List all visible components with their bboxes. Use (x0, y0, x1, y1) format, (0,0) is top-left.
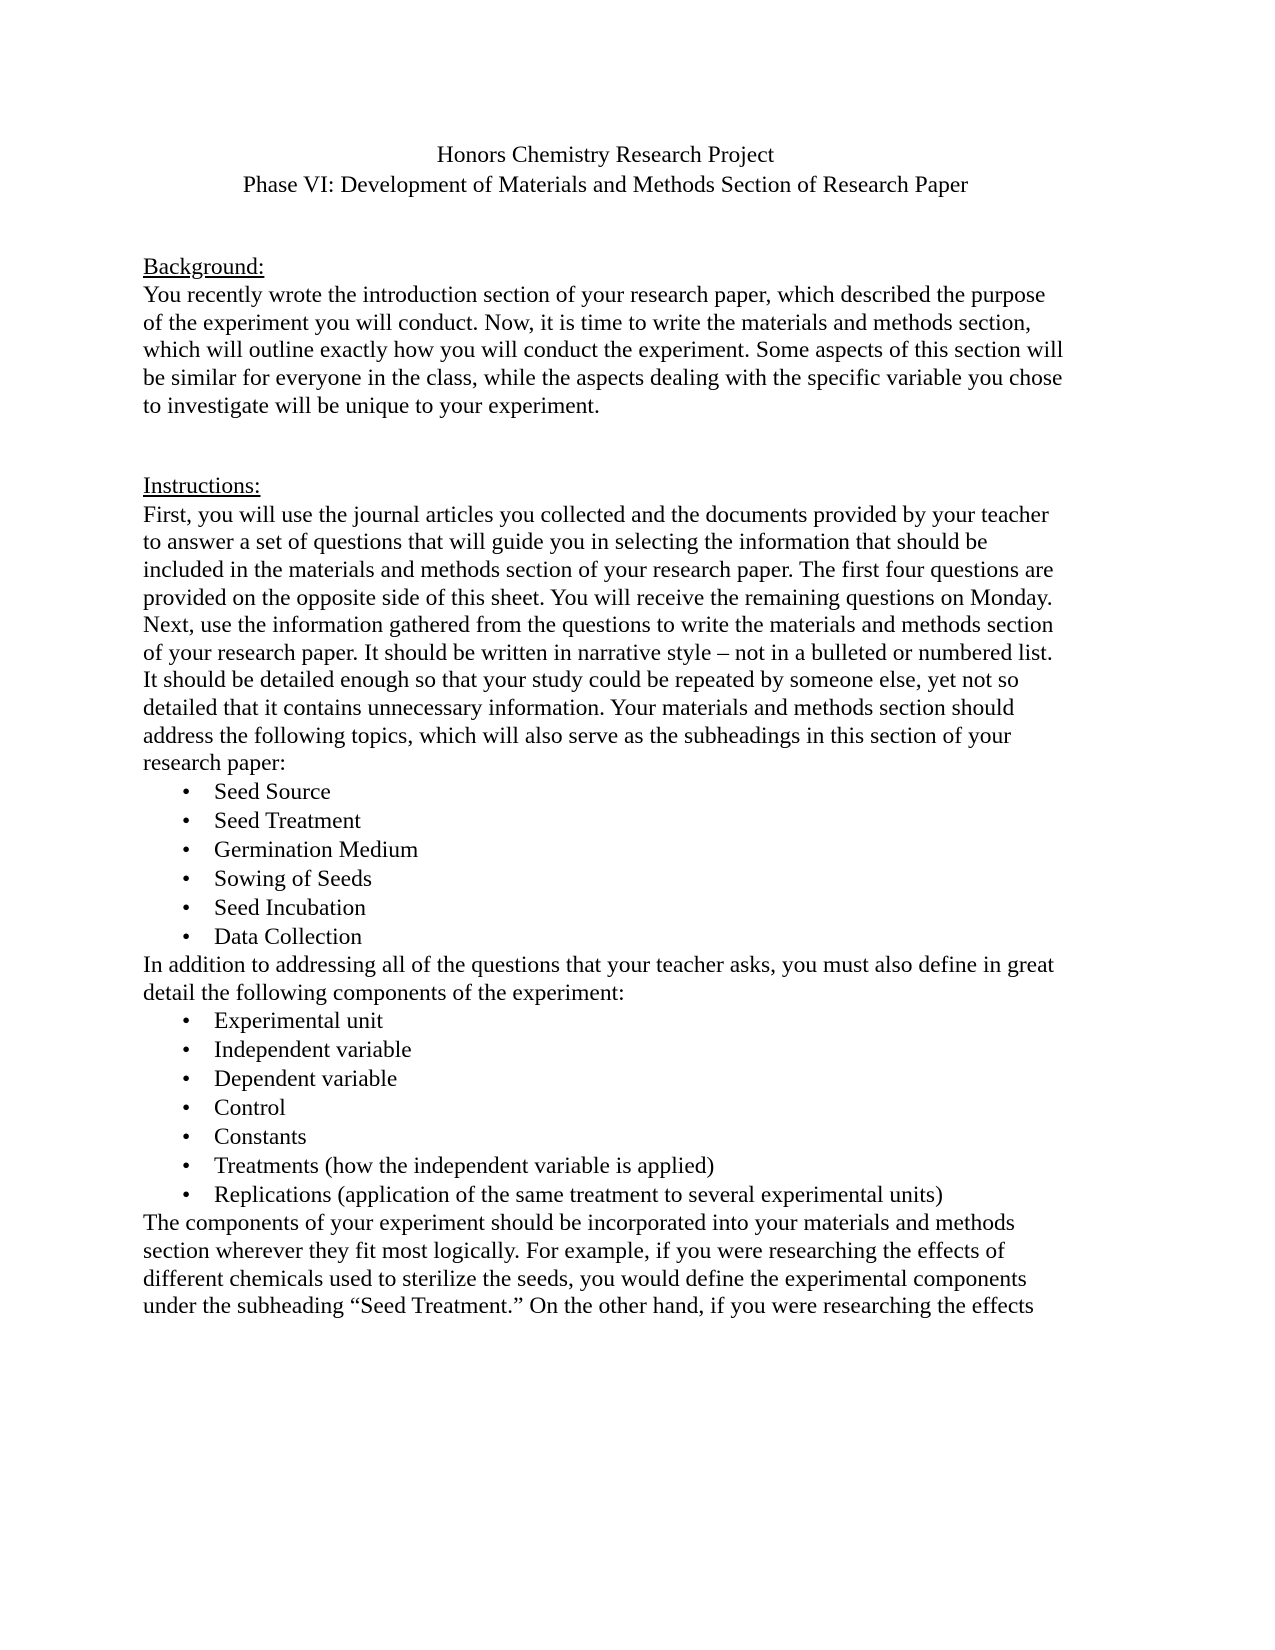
document-body (143, 140, 1068, 1321)
list-item (143, 1123, 1068, 1152)
instructions-heading-text: Instructions: (143, 473, 261, 500)
title-line-2: Phase VI: Development of Materials and Methods Section of Research Paper (242, 172, 969, 199)
list-item (143, 865, 1068, 894)
list-item-label: Germination Medium (214, 836, 419, 863)
list-item-label: Replications (application of the same treatment to several experimental units) (214, 1182, 943, 1209)
list-item (143, 1065, 1068, 1094)
instructions-heading (143, 471, 1068, 502)
background-heading (143, 252, 1068, 283)
background-heading-text: Background: (143, 253, 265, 280)
list-item-label: Experimental unit (214, 1008, 384, 1035)
list-item-label: Constants (214, 1124, 307, 1151)
list-item (143, 923, 1068, 952)
background-paragraph: You recently wrote the introduction section of your research paper, which described the purpose of the experiment you will conduct. Now, it is time to write the materials and methods section, which will outline exactly how you will conduct the experiment. Some aspects of this section will be similar for everyone in the class, while the aspects dealing with the specific variable you chose to investigate will be unique to your experiment. (143, 282, 1064, 419)
list-item (143, 1036, 1068, 1065)
list-item (143, 1094, 1068, 1123)
list-item (143, 807, 1068, 836)
list-item-label: Independent variable (214, 1037, 412, 1064)
bullet-icon: • (182, 1124, 191, 1151)
list-item (143, 1152, 1068, 1181)
bullet-icon: • (182, 1008, 191, 1035)
list-item-label: Seed Treatment (214, 807, 361, 834)
bullet-icon: • (182, 807, 191, 834)
bullet-icon: • (182, 865, 191, 892)
list-item (143, 1181, 1068, 1210)
list-item (143, 778, 1068, 807)
list-item-label: Sowing of Seeds (214, 865, 372, 892)
list-item-label: Control (214, 1095, 286, 1122)
document-title (143, 140, 1068, 201)
instructions-paragraph-closing: The components of your experiment should be incorporated into your materials and methods section wherever they fit most logically. For example, if you were researching the effects of different chemicals used to sterilize the seeds, you would define the experimental components under the subheading “Seed Treatment.” On the other hand, if you were researching the effects (143, 1210, 1034, 1320)
components-list (143, 1007, 1068, 1210)
list-item-label: Data Collection (214, 923, 363, 950)
bullet-icon: • (182, 1182, 191, 1209)
title-line-1: Honors Chemistry Research Project (436, 142, 775, 168)
list-item (143, 1007, 1068, 1036)
bullet-icon: • (182, 923, 191, 950)
instructions-paragraph-first: First, you will use the journal articles you collected and the documents provided by your teacher to answer a set of questions that will guide you in selecting the information that should be included in the materials and methods section of your research paper. The first four questions are provided on the opposite side of this sheet. You will receive the remaining questions on Monday. (143, 501, 1054, 611)
list-item (143, 836, 1068, 865)
list-item-label: Dependent variable (214, 1066, 398, 1093)
bullet-icon: • (182, 836, 191, 863)
list-item-label: Seed Incubation (214, 894, 367, 921)
bullet-icon: • (182, 1037, 191, 1064)
list-item-label: Seed Source (214, 778, 331, 805)
list-item (143, 894, 1068, 923)
bullet-icon: • (182, 1066, 191, 1093)
bullet-icon: • (182, 1095, 191, 1122)
bullet-icon: • (182, 894, 191, 921)
instructions-paragraph-addition: In addition to addressing all of the questions that your teacher asks, you must also define in great detail the following components of the experiment: (143, 951, 1055, 1006)
topics-list (143, 778, 1068, 952)
instructions-paragraph-next: Next, use the information gathered from the questions to write the materials and methods section of your research paper. It should be written in narrative style – not in a bulleted or numbered list. It should be detailed enough so that your study could be repeated by someone else, yet not so detailed that it contains unnecessary information. Your materials and methods section should address the following topics, which will also serve as the subheadings in this section of your research paper: (143, 612, 1054, 777)
list-item-label: Treatments (how the independent variable is applied) (214, 1153, 715, 1180)
bullet-icon: • (182, 778, 191, 805)
bullet-icon: • (182, 1153, 191, 1180)
